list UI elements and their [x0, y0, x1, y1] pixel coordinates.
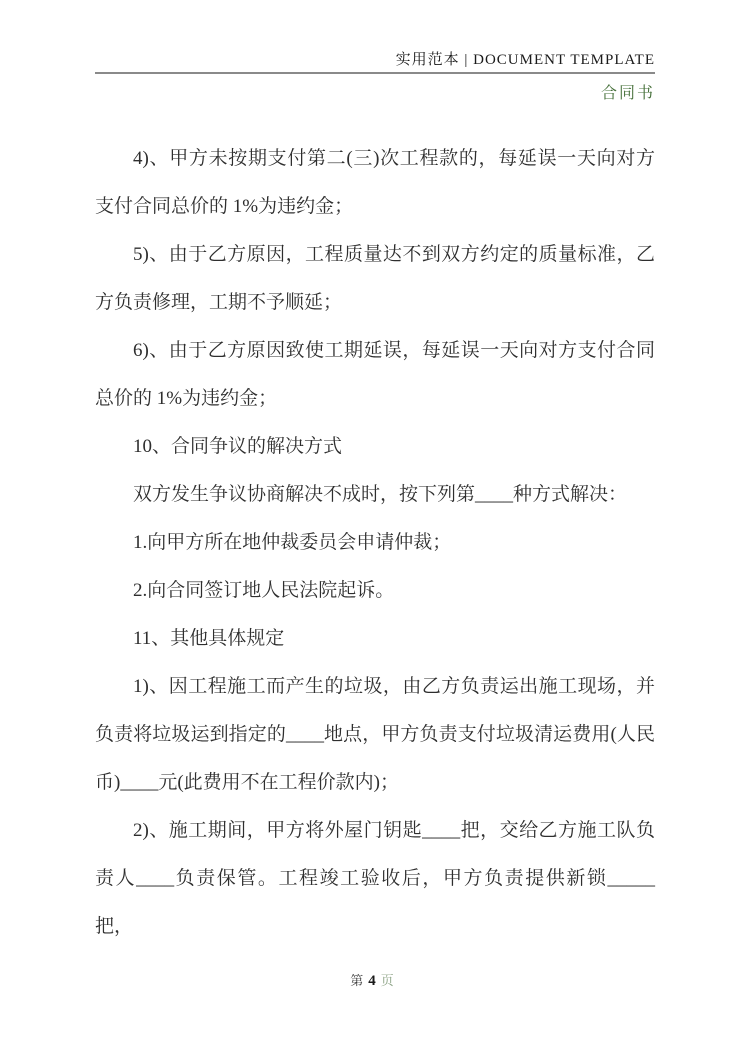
paragraph: 1)、因工程施工而产生的垃圾，由乙方负责运出施工现场，并负责将垃圾运到指定的____地点，甲方负责支付垃圾清运费用(人民币)____元(此费用不在工程价款内)； — [95, 676, 655, 793]
paragraph: 10、合同争议的解决方式 — [133, 436, 343, 457]
document-type-label: 合同书 — [600, 85, 655, 102]
page-header — [95, 0, 655, 103]
paragraph: 2.向合同签订地人民法院起诉。 — [133, 580, 395, 601]
paragraph: 11、其他具体规定 — [133, 628, 285, 649]
paragraph: 双方发生争议协商解决不成时，按下列第____种方式解决： — [133, 484, 628, 505]
page-footer — [0, 970, 744, 990]
document-body — [95, 135, 655, 951]
paragraph: 2)、施工期间，甲方将外屋门钥匙____把，交给乙方施工队负责人____负责保管。工程竣工验收后，甲方负责提供新锁_____把， — [95, 820, 655, 937]
content-column — [95, 0, 655, 951]
page-number-prefix: 第 — [350, 973, 364, 988]
paragraph: 6)、由于乙方原因致使工期延误，每延误一天向对方支付合同总价的 1%为违约金； — [95, 340, 655, 409]
brand-text: 实用范本 | DOCUMENT TEMPLATE — [95, 48, 655, 74]
paragraph: 1.向甲方所在地仲裁委员会申请仲裁； — [133, 532, 452, 553]
page-number-suffix: 页 — [380, 973, 394, 988]
page-number: 4 — [368, 973, 376, 989]
paragraph: 5)、由于乙方原因，工程质量达不到双方约定的质量标准，乙方负责修理，工期不予顺延； — [95, 244, 655, 313]
paragraph: 4)、甲方未按期支付第二(三)次工程款的，每延误一天向对方支付合同总价的 1%为违约金； — [95, 148, 655, 217]
